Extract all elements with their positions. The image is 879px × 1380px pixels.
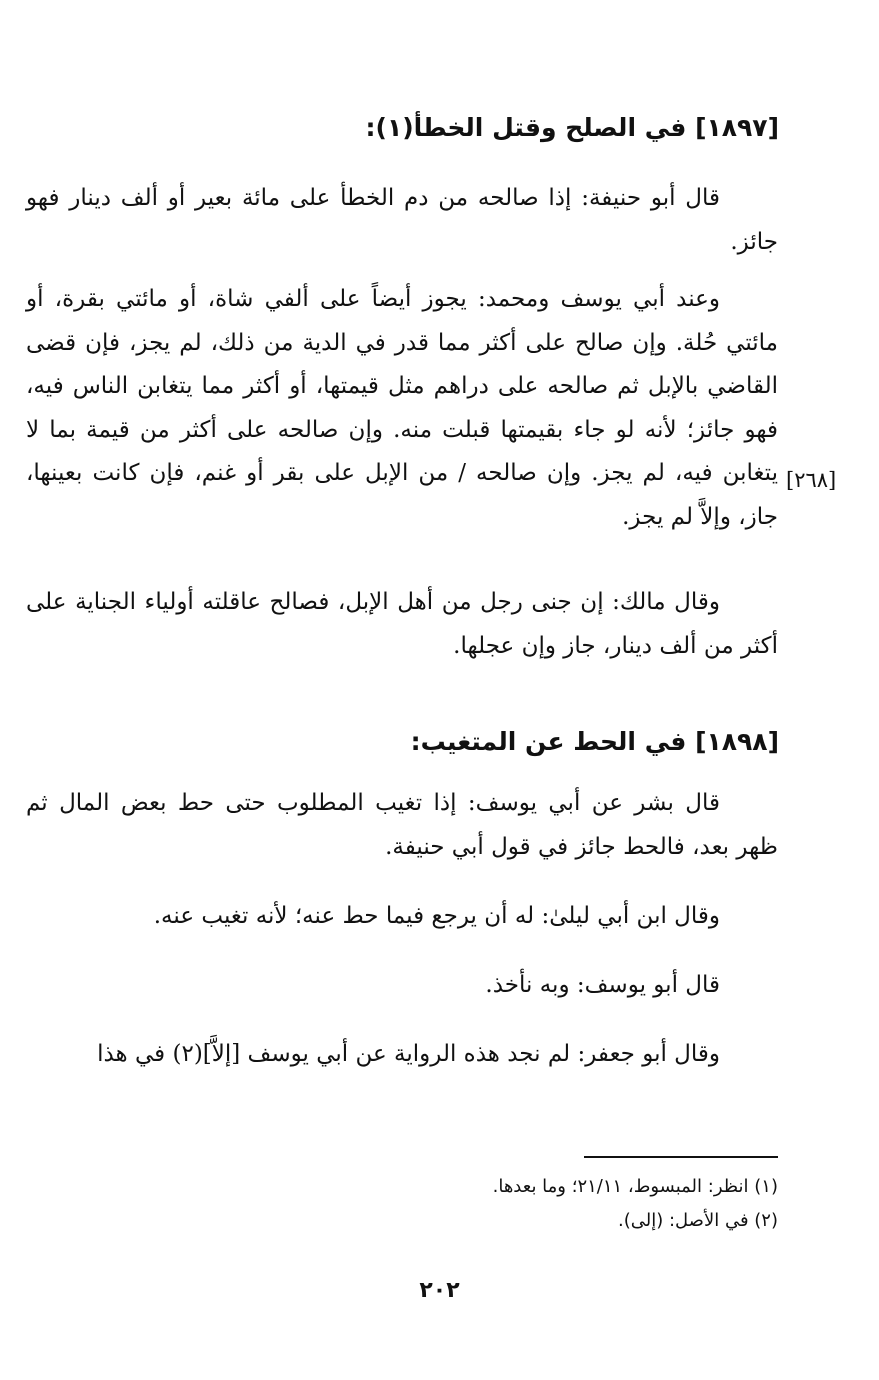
paragraph-abu-yusuf-muhammad: وعند أبي يوسف ومحمد: يجوز أيضاً على ألفي شاة، أو مائتي بقرة، أو مائتي حُلة. وإن صالح على أكثر مما قدر في الدية من ذلك، لم يجز، فإن قضى القاضي بالإبل ثم صالحه على دراهم مثل قيمتها، أو أكثر مما يتغابن الناس فيه، فهو جائز؛ لأنه لو جاء بقيمتها قبلت منه. وإن صالحه على أكثر من قيمة بما لا يتغابن فيه، لم يجز. وإن صالحه / من الإبل على بقر أو غنم، فإن كانت بعينها، جاز، وإلاَّ لم يجز. bbox=[26, 286, 778, 530]
page-number: ٢٠٢ bbox=[419, 1278, 460, 1303]
section-heading-1897: [١٨٩٧] في الصلح وقتل الخطأ(١): bbox=[365, 113, 779, 142]
paragraph-abu-jafar: وقال أبو جعفر: لم نجد هذه الرواية عن أبي يوسف [إلاَّ](٢) في هذا bbox=[97, 1041, 720, 1067]
paragraph-ibn-abi-layla: وقال ابن أبي ليلىٰ: له أن يرجع فيما حط عنه؛ لأنه تغيب عنه. bbox=[153, 903, 720, 929]
footnote-2: (٢) في الأصل: (إلى). bbox=[618, 1210, 778, 1231]
section-heading-1898: [١٨٩٨] في الحط عن المتغيب: bbox=[410, 727, 779, 756]
footnote-separator bbox=[584, 1156, 778, 1158]
paragraph-malik: وقال مالك: إن جنى رجل من أهل الإبل، فصالح عاقلته أولياء الجناية على أكثر من ألف دينار، جاز وإن عجلها. bbox=[26, 589, 778, 659]
paragraph-abu-yusuf-opinion: قال أبو يوسف: وبه نأخذ. bbox=[485, 972, 720, 998]
margin-page-reference: [٢٦٨] bbox=[786, 468, 837, 492]
footnote-1: (١) انظر: المبسوط، ٢١/١١؛ وما بعدها. bbox=[492, 1176, 778, 1197]
paragraph-bishr: قال بشر عن أبي يوسف: إذا تغيب المطلوب حتى حط بعض المال ثم ظهر بعد، فالحط جائز في قول أبي حنيفة. bbox=[26, 790, 778, 860]
paragraph-abu-hanifa: قال أبو حنيفة: إذا صالحه من دم الخطأ على مائة بعير أو ألف دينار فهو جائز. bbox=[26, 185, 778, 255]
